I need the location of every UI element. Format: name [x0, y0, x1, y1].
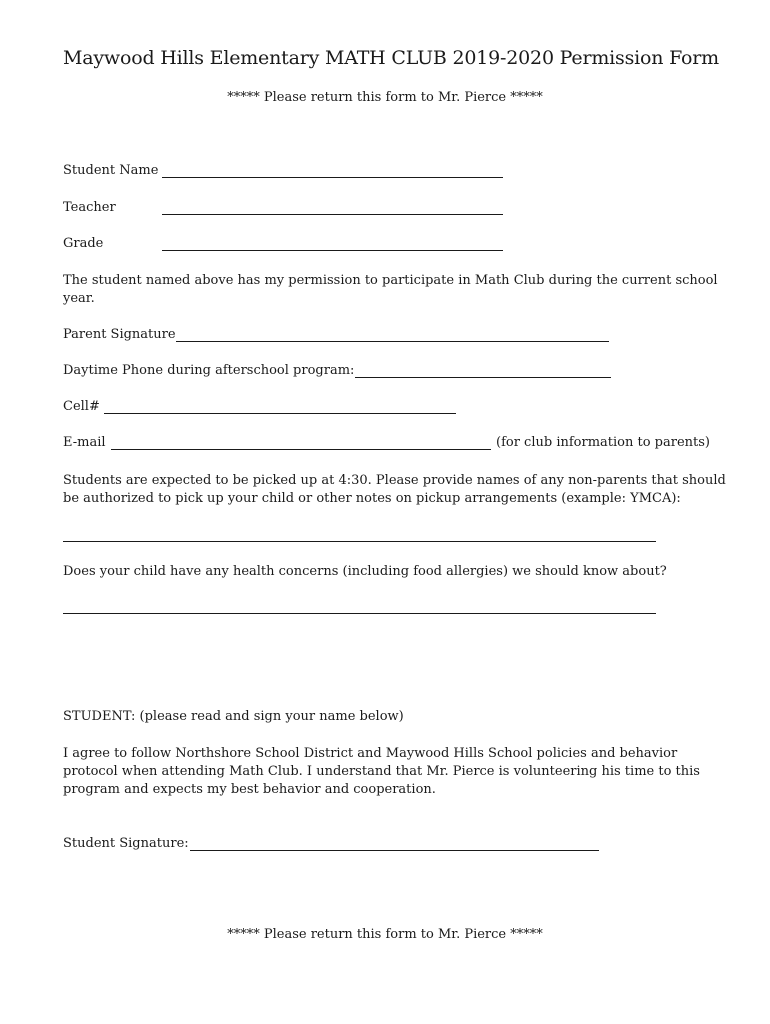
permission-statement: The student named above has my permission to participate in Math Club during the current school year. — [63, 273, 718, 306]
email-label: E-mail — [63, 435, 106, 450]
return-note-bottom: ***** Please return this form to Mr. Pierce ***** — [227, 927, 543, 942]
student-signature-label: Student Signature: — [63, 836, 189, 851]
pickup-instructions: Students are expected to be picked up at 4:30. Please provide names of any non-parents that should be authorized to pick up your child or other notes on pickup arrangements (example: YMCA): — [63, 473, 726, 506]
daytime-phone-label: Daytime Phone during afterschool program: — [63, 363, 355, 378]
email-line[interactable] — [111, 449, 491, 450]
pickup-notes-line[interactable] — [63, 541, 656, 542]
parent-signature-line[interactable] — [176, 341, 609, 342]
cell-line[interactable] — [104, 413, 456, 414]
grade-label: Grade — [63, 236, 104, 251]
daytime-phone-line[interactable] — [355, 377, 611, 378]
student-name-label: Student Name — [63, 163, 159, 178]
student-name-line[interactable] — [162, 177, 503, 178]
student-signature-line[interactable] — [190, 850, 599, 851]
teacher-label: Teacher — [63, 200, 116, 215]
grade-line[interactable] — [162, 250, 503, 251]
email-suffix-note: (for club information to parents) — [496, 435, 710, 450]
teacher-line[interactable] — [162, 214, 503, 215]
student-agreement: I agree to follow Northshore School District and Maywood Hills School policies and behavior protocol when attending Math Club. I understand that Mr. Pierce is volunteering his time to this program and expects my best behavior and cooperation. — [63, 746, 700, 797]
return-note-top: ***** Please return this form to Mr. Pierce ***** — [227, 90, 543, 105]
health-concerns-line[interactable] — [63, 613, 656, 614]
parent-signature-label: Parent Signature — [63, 327, 176, 342]
cell-label: Cell# — [63, 399, 100, 414]
form-title: Maywood Hills Elementary MATH CLUB 2019-2020 Permission Form — [63, 47, 719, 69]
health-question: Does your child have any health concerns (including food allergies) we should know about? — [63, 564, 667, 579]
student-heading: STUDENT: (please read and sign your name below) — [63, 709, 404, 724]
